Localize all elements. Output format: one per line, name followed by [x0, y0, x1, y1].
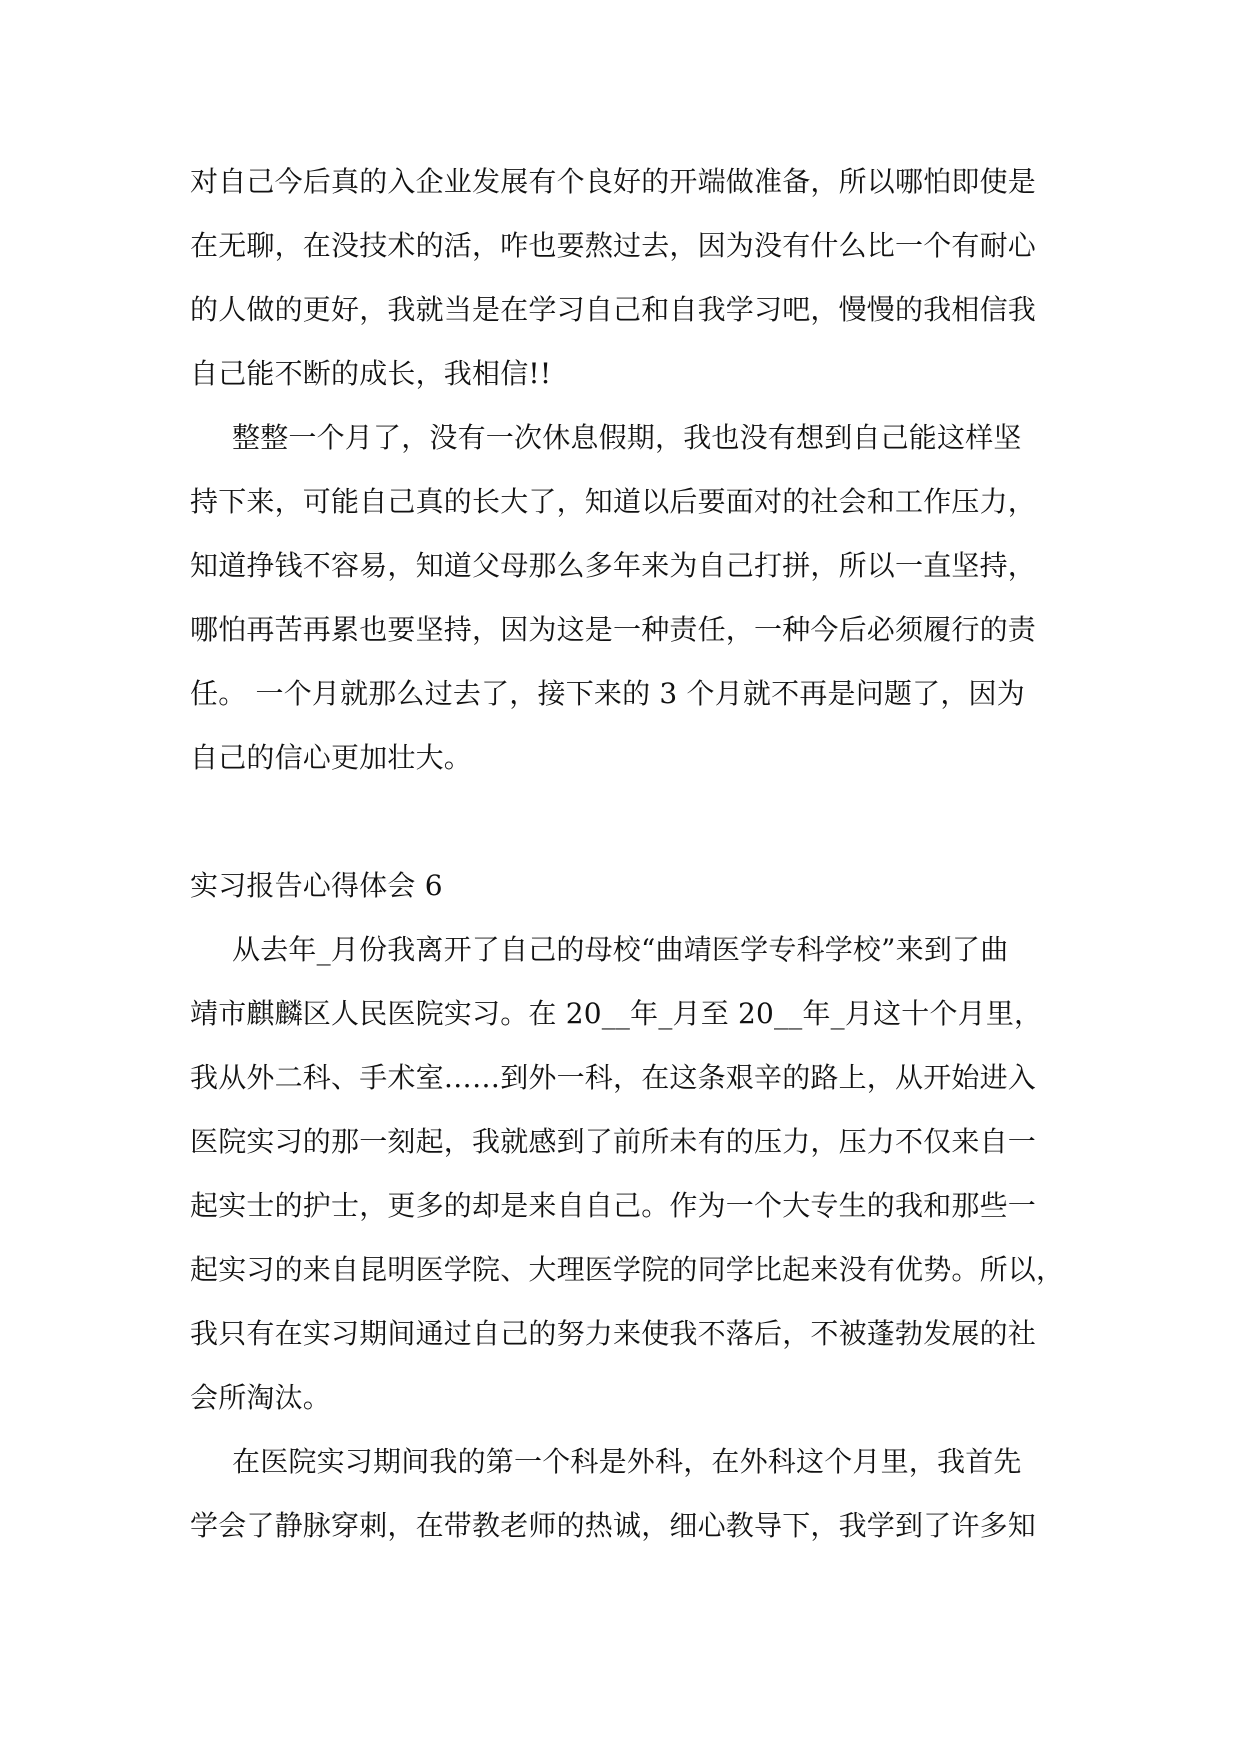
text-line: 起实习的来自昆明医学院、大理医学院的同学比起来没有优势。所以， — [190, 1253, 1065, 1286]
text-line: 我从外二科、手术室……到外一科，在这条艰辛的路上，从开始进入 — [190, 1061, 1037, 1094]
text-line: 靖市麒麟区人民医院实习。在 20__年_月至 20__年_月这十个月里， — [190, 997, 1043, 1030]
text-line: 知道挣钱不容易，知道父母那么多年来为自己打拼，所以一直坚持， — [190, 549, 1037, 582]
paragraph-3 — [190, 928, 1065, 1440]
text-line: 自己能不断的成长，我相信!! — [190, 357, 552, 390]
paragraph-4 — [190, 1440, 1060, 1568]
text-line: 自己的信心更加壮大。 — [190, 741, 473, 774]
spacer — [190, 800, 1060, 864]
paragraph-2 — [190, 416, 1060, 800]
text-line: 我只有在实习期间通过自己的努力来使我不落后，不被蓬勃发展的社 — [190, 1317, 1037, 1350]
text-line: 任。 一个月就那么过去了，接下来的 3 个月就不再是问题了，因为 — [190, 677, 1025, 710]
paragraph-1 — [190, 160, 1060, 416]
text-line: 在无聊，在没技术的活，咋也要熬过去，因为没有什么比一个有耐心 — [190, 229, 1037, 262]
text-line: 的人做的更好，我就当是在学习自己和自我学习吧，慢慢的我相信我 — [190, 293, 1037, 326]
text-line: 对自己今后真的入企业发展有个良好的开端做准备，所以哪怕即使是 — [190, 165, 1037, 198]
text-line: 哪怕再苦再累也要坚持，因为这是一种责任，一种今后必须履行的责 — [190, 613, 1037, 646]
text-line: 整整一个月了，没有一次休息假期，我也没有想到自己能这样坚 — [232, 421, 1022, 454]
text-line: 从去年_月份我离开了自己的母校“曲靖医学专科学校”来到了曲 — [232, 933, 1009, 966]
section-title: 实习报告心得体会 6 — [190, 869, 443, 902]
text-line: 学会了静脉穿刺，在带教老师的热诚，细心教导下，我学到了许多知 — [190, 1509, 1037, 1542]
document-page — [190, 160, 1065, 1568]
text-line: 在医院实习期间我的第一个科是外科，在外科这个月里，我首先 — [232, 1445, 1022, 1478]
text-line: 持下来，可能自己真的长大了，知道以后要面对的社会和工作压力， — [190, 485, 1037, 518]
text-line: 会所淘汰。 — [190, 1381, 332, 1414]
text-line: 医院实习的那一刻起，我就感到了前所未有的压力，压力不仅来自一 — [190, 1125, 1037, 1158]
text-line: 起实士的护士，更多的却是来自自己。作为一个大专生的我和那些一 — [190, 1189, 1037, 1222]
